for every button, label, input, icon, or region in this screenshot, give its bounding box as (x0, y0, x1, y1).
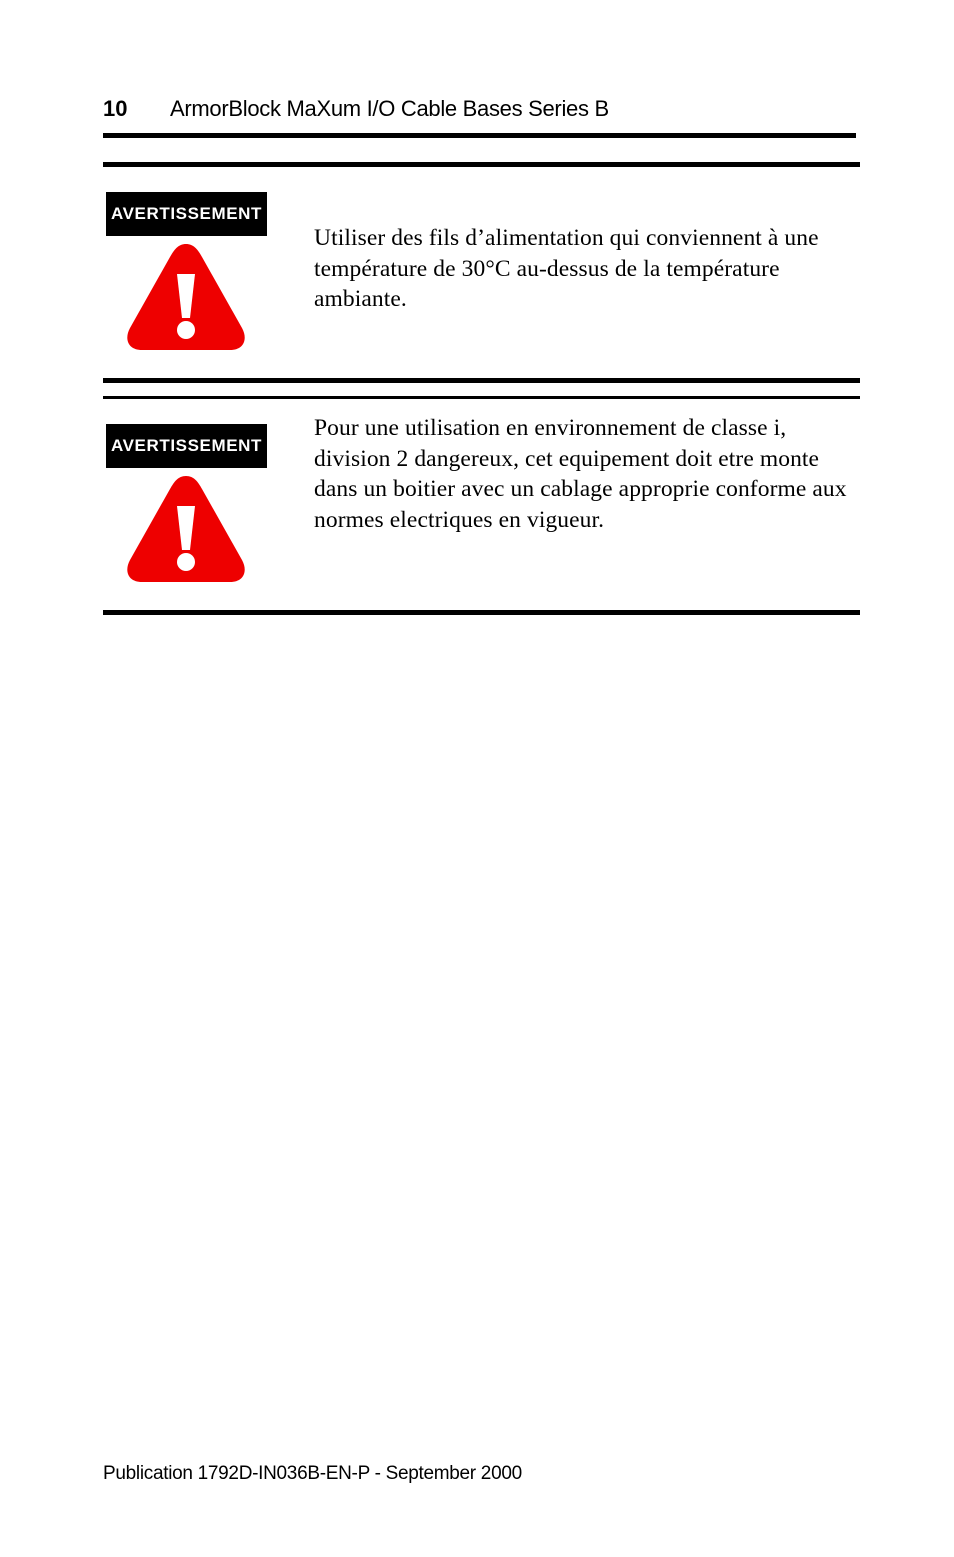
warning-triangle-icon (124, 240, 248, 352)
warning-top-rule (103, 396, 860, 399)
warning-triangle-icon (124, 472, 248, 584)
warning-bottom-rule (103, 610, 860, 615)
warning-top-rule (103, 162, 860, 167)
page-header (103, 94, 863, 126)
warning-text: Utiliser des fils d’alimentation qui conviennent à une température de 30°C au-dessus de la température ambiante. (314, 225, 819, 312)
warning-label: AVERTISSEMENT (106, 424, 267, 468)
warning-bottom-rule (103, 378, 860, 383)
warning-label: AVERTISSEMENT (106, 192, 267, 236)
publication-footer: Publication 1792D-IN036B-EN-P - September 2000 (103, 1463, 522, 1484)
header-rule (103, 133, 856, 138)
page-number: 10 (103, 96, 128, 121)
warning-text: Pour une utilisation en environnement de classe i, division 2 dangereux, cet equipement doit etre monte dans un boitier avec un cablage approprie conforme aux normes electriques en vigueur. (314, 415, 847, 533)
running-title: ArmorBlock MaXum I/O Cable Bases Series B (170, 96, 609, 121)
